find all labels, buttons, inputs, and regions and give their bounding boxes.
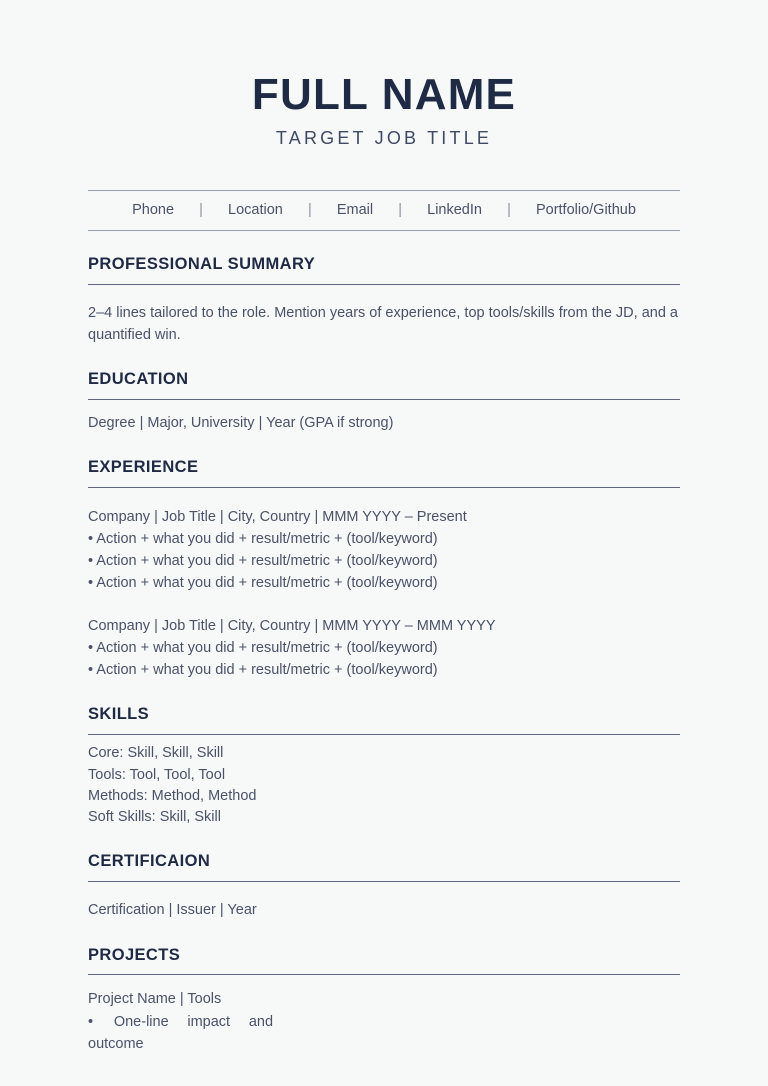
contact-separator: | [199,202,203,219]
resume-header [88,0,680,148]
section-certification [88,852,680,921]
experience-heading: Company | Job Title | City, Country | MMM YYYY – MMM YYYY [88,618,496,635]
skill-line-core: Core: Skill, Skill, Skill [88,745,224,762]
project-bullet [88,1011,273,1055]
experience-bullet: • Action + what you did + result/metric + (tool/keyword) [88,640,438,657]
section-projects [88,946,680,1055]
contact-item-portfolio[interactable]: Portfolio/Github [535,202,636,219]
certification-entry: Certification | Issuer | Year [88,902,257,919]
section-title-professional-summary: PROFESSIONAL SUMMARY [88,255,316,274]
projects-list [88,988,680,1054]
section-title-skills: SKILLS [88,705,150,724]
section-experience [88,458,680,681]
contact-item-phone[interactable]: Phone [132,202,175,219]
experience-bullet: • Action + what you did + result/metric + (tool/keyword) [88,531,438,548]
experience-bullet: • Action + what you did + result/metric + (tool/keyword) [88,662,438,679]
full-name: FULL NAME [251,70,517,119]
contact-separator: | [398,202,403,219]
experience-bullet: • Action + what you did + result/metric + (tool/keyword) [88,553,438,570]
education-entry: Degree | Major, University | Year (GPA if strong) [88,414,394,431]
section-education [88,370,680,434]
section-title-certification: CERTIFICAION [88,852,211,871]
section-divider [88,487,680,488]
section-divider [88,284,680,285]
skill-line-methods: Methods: Method, Method [88,787,257,804]
section-divider [88,881,680,882]
section-professional-summary [88,255,680,346]
contact-item-email[interactable]: Email [336,202,374,219]
skill-line-tools: Tools: Tool, Tool, Tool [88,766,226,783]
contact-item-location[interactable]: Location [228,202,283,219]
experience-bullet: • Action + what you did + result/metric + (tool/keyword) [88,575,438,592]
contact-item-linkedin[interactable]: LinkedIn [427,202,482,219]
experience-entry [88,615,680,681]
contact-list [88,202,680,218]
section-divider [88,399,680,400]
project-name-line: Project Name | Tools [88,991,222,1008]
contact-separator: | [307,202,312,219]
experience-heading: Company | Job Title | City, Country | MMM YYYY – Present [88,509,467,526]
bullet-mark-icon: • [88,1013,94,1030]
summary-text: 2–4 lines tailored to the role. Mention years of experience, top tools/skills from the JD, and a quantified win. [88,305,678,343]
skill-line-soft-skills: Soft Skills: Skill, Skill [88,809,221,826]
section-title-experience: EXPERIENCE [88,458,199,477]
project-bullet-text: One-line impact and outcome [88,1013,274,1052]
section-skills [88,705,680,828]
experience-entry [88,506,680,594]
contact-separator: | [507,202,511,219]
section-divider [88,974,680,975]
skills-list [88,743,680,828]
section-divider [88,734,680,735]
experience-list [88,506,680,681]
section-title-projects: PROJECTS [88,945,181,964]
section-title-education: EDUCATION [88,370,189,389]
contact-block [88,190,680,231]
target-job-title: TARGET JOB TITLE [275,127,493,148]
